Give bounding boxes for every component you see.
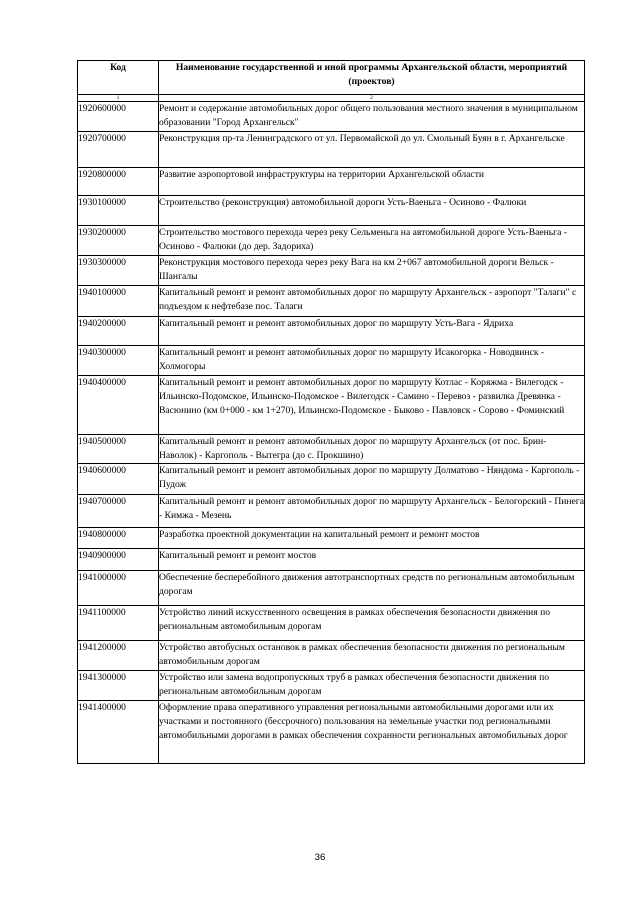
row-name: Строительство мостового перехода через реку Сельменьга на автомобильной дороге Усть-Ваеньга - Осиново - Фалюки (до дер. Задориха) xyxy=(159,226,585,256)
header-name: Наименование государственной и иной программы Архангельской области, мероприятий (проектов) xyxy=(159,61,585,95)
row-name: Капитальный ремонт и ремонт мостов xyxy=(159,549,585,571)
row-code: 1930300000 xyxy=(78,256,159,286)
table-row xyxy=(78,132,585,168)
program-codes-table xyxy=(77,60,585,764)
row-code: 1941000000 xyxy=(78,571,159,606)
row-code: 1920800000 xyxy=(78,168,159,196)
row-name: Реконструкция пр-та Ленинградского от ул. Первомайской до ул. Смольный Буян в г. Архангельске xyxy=(159,132,585,168)
row-name: Капитальный ремонт и ремонт автомобильных дорог по маршруту Долматово - Няндома - Каргополь - Пудож xyxy=(159,464,585,495)
table-row xyxy=(78,317,585,346)
column-number-1: 1 xyxy=(78,95,159,102)
row-name: Капитальный ремонт и ремонт автомобильных дорог по маршруту Исакогорка - Новодвинск - Холмогоры xyxy=(159,346,585,376)
table-row xyxy=(78,286,585,317)
row-code: 1930200000 xyxy=(78,226,159,256)
row-name: Капитальный ремонт и ремонт автомобильных дорог по маршруту Архангельск (от пос. Брин-Наволок) - Каргополь - Вытегра (до с. Прокшино) xyxy=(159,435,585,464)
table-row xyxy=(78,671,585,701)
row-name: Устройство автобусных остановок в рамках обеспечения безопасности движения по региональным автомобильным дорогам xyxy=(159,641,585,671)
table-row xyxy=(78,226,585,256)
table-header-row xyxy=(78,61,585,95)
row-code: 1940900000 xyxy=(78,549,159,571)
row-code: 1920600000 xyxy=(78,102,159,132)
row-name: Капитальный ремонт и ремонт автомобильных дорог по маршруту Котлас - Коряжма - Вилегодск - Ильинско-Подомское, Ильинско-Подомское - Вилегодск - Самино - Перевоз - развилка Древянка - Васюнино (км 0+000 - км 1+270), Ильинско-Подомское - Быково - Павловск - Сорово - Фоминский xyxy=(159,376,585,435)
table-body xyxy=(78,102,585,764)
table-row xyxy=(78,549,585,571)
table-row xyxy=(78,641,585,671)
row-name: Реконструкция мостового перехода через реку Вага на км 2+067 автомобильной дороги Вельск - Шангалы xyxy=(159,256,585,286)
row-code: 1941300000 xyxy=(78,671,159,701)
column-number-2: 2 xyxy=(159,95,585,102)
row-code: 1940600000 xyxy=(78,464,159,495)
row-name: Капитальный ремонт и ремонт автомобильных дорог по маршруту Усть-Вага - Ядриха xyxy=(159,317,585,346)
table-row xyxy=(78,495,585,528)
row-code: 1940800000 xyxy=(78,528,159,549)
row-name: Развитие аэропортовой инфраструктуры на территории Архангельской области xyxy=(159,168,585,196)
table-row xyxy=(78,346,585,376)
row-name: Оформление права оперативного управления региональными автомобильными дорогами или их участками и постоянного (бессрочного) пользования на земельные участки под региональными автомобильными дорогами в рамках обеспечения сохранности региональных автомобильных дорог xyxy=(159,701,585,764)
row-name: Разработка проектной документации на капитальный ремонт и ремонт мостов xyxy=(159,528,585,549)
table-row xyxy=(78,701,585,764)
row-name: Устройство линий искусственного освещения в рамках обеспечения безопасности движения по региональным автомобильным дорогам xyxy=(159,606,585,641)
table-row xyxy=(78,606,585,641)
row-name: Капитальный ремонт и ремонт автомобильных дорог по маршруту Архангельск - аэропорт "Талаги" с подъездом к нефтебазе пос. Талаги xyxy=(159,286,585,317)
table-row xyxy=(78,256,585,286)
row-code: 1940500000 xyxy=(78,435,159,464)
row-code: 1940400000 xyxy=(78,376,159,435)
row-name: Капитальный ремонт и ремонт автомобильных дорог по маршруту Архангельск - Белогорский - Пинега - Кимжа - Мезень xyxy=(159,495,585,528)
row-code: 1940100000 xyxy=(78,286,159,317)
table-row xyxy=(78,528,585,549)
header-code: Код xyxy=(78,61,159,95)
table-row xyxy=(78,168,585,196)
page-number: 36 xyxy=(314,852,326,863)
row-code: 1930100000 xyxy=(78,196,159,226)
table-row xyxy=(78,571,585,606)
table-row xyxy=(78,435,585,464)
row-code: 1940700000 xyxy=(78,495,159,528)
column-number-row xyxy=(78,95,585,102)
row-code: 1920700000 xyxy=(78,132,159,168)
table-row xyxy=(78,196,585,226)
table-row xyxy=(78,376,585,435)
table-row xyxy=(78,464,585,495)
row-code: 1941200000 xyxy=(78,641,159,671)
row-code: 1941100000 xyxy=(78,606,159,641)
row-code: 1941400000 xyxy=(78,701,159,764)
row-name: Устройство или замена водопропускных труб в рамках обеспечения безопасности движения по региональным автомобильным дорогам xyxy=(159,671,585,701)
table-row xyxy=(78,102,585,132)
row-name: Строительство (реконструкция) автомобильной дороги Усть-Ваеньга - Осиново - Фалюки xyxy=(159,196,585,226)
row-code: 1940300000 xyxy=(78,346,159,376)
row-name: Обеспечение бесперебойного движения автотранспортных средств по региональным автомобильным дорогам xyxy=(159,571,585,606)
row-code: 1940200000 xyxy=(78,317,159,346)
row-name: Ремонт и содержание автомобильных дорог общего пользования местного значения в муниципальном образовании "Город Архангельск" xyxy=(159,102,585,132)
